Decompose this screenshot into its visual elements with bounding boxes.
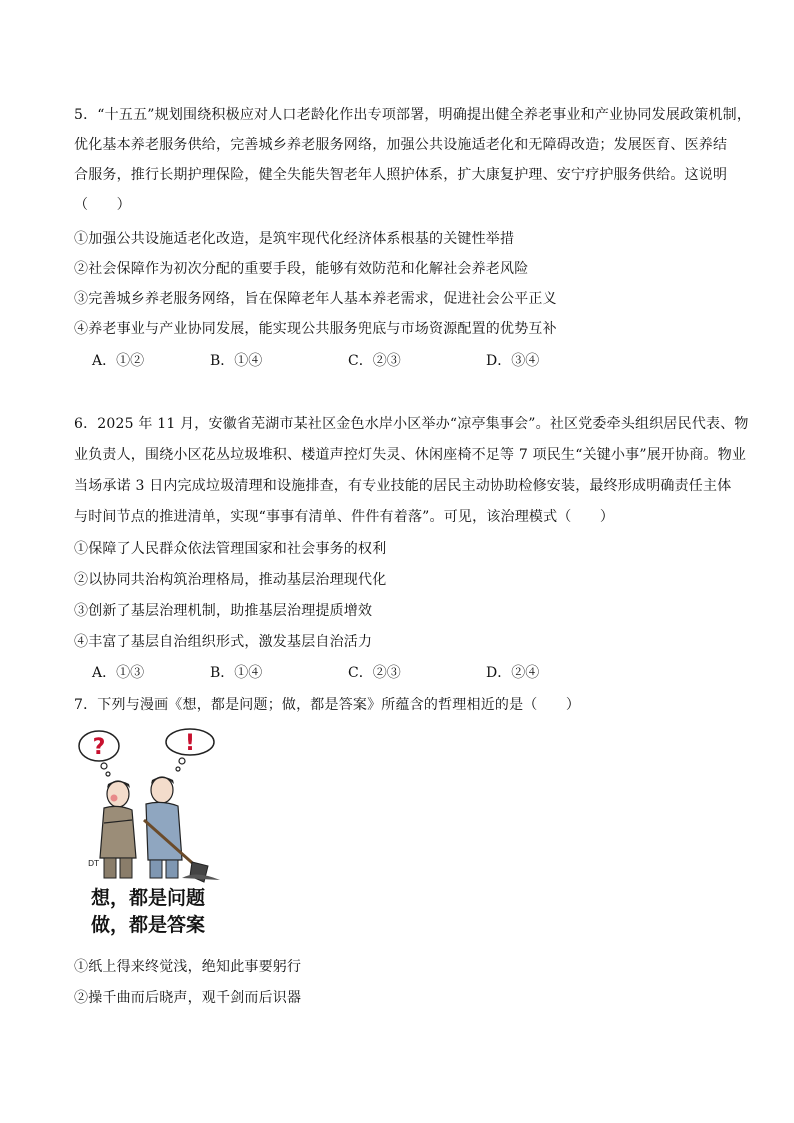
- q5-option-d: D．③④: [486, 353, 540, 369]
- thinking-man-figure: [100, 781, 136, 878]
- comic-drawing: [74, 728, 234, 888]
- comic-caption-line-1: 想，都是问题: [91, 887, 206, 909]
- q7-statement-1: ①纸上得来终觉浅，绝知此事要躬行: [74, 959, 302, 975]
- q6-stem-line-4: 与时间节点的推进清单，实现“事事有清单、件件有着落”。可见，该治理模式（ ）: [74, 509, 615, 525]
- q6-statement-2: ②以协同共治构筑治理格局，推动基层治理现代化: [74, 572, 387, 588]
- q5-option-b: B．①④: [210, 353, 263, 369]
- q5-option-a: A．①②: [92, 353, 145, 369]
- q5-statement-2: ②社会保障作为初次分配的重要手段，能够有效防范和化解社会养老风险: [74, 261, 529, 277]
- working-man-figure: [144, 777, 208, 882]
- artist-signature: DT: [88, 859, 100, 868]
- q6-stem-line-1: 6．2025 年 11 月，安徽省芜湖市某社区金色水岸小区举办“凉亭集事会”。社区党委牵头组织居民代表、物: [74, 416, 749, 432]
- q5-stem-line-1: 5．“十五五”规划围绕积极应对人口老龄化作出专项部署，明确提出健全养老事业和产业协同发展政策机制，: [74, 107, 752, 123]
- q6-option-c: C．②③: [348, 665, 401, 681]
- q7-statement-2: ②操千曲而后晓声，观千剑而后识器: [74, 990, 302, 1006]
- comic-caption-line-2: 做，都是答案: [91, 914, 206, 936]
- q5-stem-line-2: 优化基本养老服务供给，完善城乡养老服务网络，加强公共设施适老化和无障碍改造；发展医育、医养结: [74, 137, 728, 153]
- q5-statement-1: ①加强公共设施适老化改造，是筑牢现代化经济体系根基的关键性举措: [74, 231, 515, 247]
- q7-stem: 7．下列与漫画《想，都是问题；做，都是答案》所蕴含的哲理相近的是（ ）: [74, 697, 581, 713]
- q6-option-a: A．①③: [92, 665, 145, 681]
- q5-answer-blank: （ ）: [74, 197, 131, 213]
- q5-statement-4: ④养老事业与产业协同发展，能实现公共服务兜底与市场资源配置的优势互补: [74, 321, 557, 337]
- q6-option-b: B．①④: [210, 665, 263, 681]
- q5-statement-3: ③完善城乡养老服务网络，旨在保障老年人基本养老需求，促进社会公平正义: [74, 291, 557, 307]
- q5-option-c: C．②③: [348, 353, 401, 369]
- q6-statement-4: ④丰富了基层自治组织形式，激发基层自治活力: [74, 634, 373, 650]
- exclamation-mark-icon: !: [184, 731, 196, 756]
- q6-option-d: D．②④: [486, 665, 540, 681]
- q6-statement-3: ③创新了基层治理机制，助推基层治理提质增效: [74, 603, 373, 619]
- q6-stem-line-3: 当场承诺 3 日内完成垃圾清理和设施排查，有专业技能的居民主动协助检修安装，最终形成明确责任主体: [74, 478, 732, 494]
- q6-stem-line-2: 业负责人，围绕小区花丛垃圾堆积、楼道声控灯失灵、休闲座椅不足等 7 项民生“关键小事”展开协商。物业: [74, 447, 747, 463]
- question-mark-icon: ?: [92, 735, 106, 760]
- q6-statement-1: ①保障了人民群众依法管理国家和社会事务的权利: [74, 541, 387, 557]
- q5-stem-line-3: 合服务，推行长期护理保险，健全失能失智老年人照护体系，扩大康复护理、安宁疗护服务供给。这说明: [74, 167, 728, 183]
